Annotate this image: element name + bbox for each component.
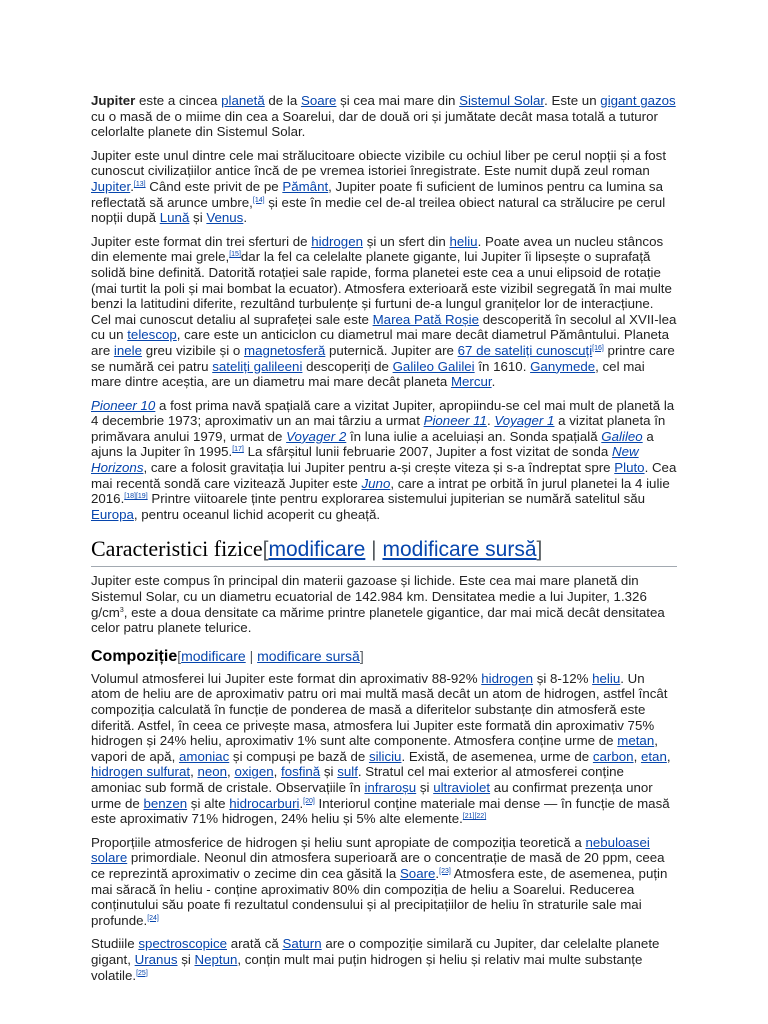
link-ganymede[interactable]: Ganymede: [530, 358, 596, 374]
link-text: Voyager 2: [286, 428, 347, 444]
text: .: [491, 374, 496, 390]
reference: [463, 813, 486, 820]
text: Printre viitoarele ținte pentru explorarea sistemului jupiterian se numără satelitul său: [147, 491, 646, 507]
link-voyager-1[interactable]: [494, 413, 554, 428]
link-sistemul-solar[interactable]: Sistemul Solar: [459, 93, 545, 108]
text: arată că: [227, 936, 283, 952]
reference: [232, 446, 244, 453]
text: și: [320, 764, 338, 780]
ref-23[interactable]: [23]: [439, 867, 451, 875]
link-benzen[interactable]: benzen: [143, 795, 188, 811]
subject-bold: Jupiter: [91, 93, 136, 108]
text: și: [189, 210, 207, 226]
reference: [303, 798, 315, 805]
separator: |: [365, 538, 383, 562]
text: puternică. Jupiter are: [325, 342, 458, 358]
reference: [147, 915, 159, 922]
text: dar la fel ca celelalte planete gigante, lui Jupiter îi lipsește o suprafață solidă bine definită. Datorită rotației sale rapide, forma planetei este cea a unui elipsoid de rotație (mai turtit la poli și mai bombat la ecuator). Atmosfera exterioară este vizibil segregată în mai multe benzi la latitudini diferite, rezultând turbulențe și furtuni de-a lungul granițelor lor de interacțiune. Cel mai cunoscut detaliu al suprafeței sale este: [91, 249, 672, 327]
link-voyager-2[interactable]: [286, 429, 346, 444]
text: , care a intrat pe orbită în jurul planetei la 4 iulie 2016.: [91, 475, 670, 507]
text: în 1610.: [474, 358, 531, 374]
link-ultraviolet[interactable]: ultraviolet: [433, 779, 491, 795]
link-mercur[interactable]: Mercur: [450, 374, 492, 390]
link-pluto[interactable]: Pluto: [614, 460, 645, 476]
ref-18-19[interactable]: [18][19]: [124, 493, 148, 501]
link-marea-pata-rosie[interactable]: Marea Pată Roșie: [372, 311, 480, 327]
link-galileo-galilei[interactable]: Galileo Galilei: [392, 358, 475, 374]
ref-20[interactable]: [20]: [303, 797, 315, 805]
section-heading-characteristics: [91, 536, 677, 567]
link-pioneer-10[interactable]: [91, 398, 155, 413]
paragraph-structure: [91, 234, 677, 390]
text: ,: [666, 748, 671, 764]
link-amoniac[interactable]: amoniac: [178, 748, 230, 764]
heading-title: Compoziție: [91, 647, 178, 665]
link-soare[interactable]: Soare: [399, 865, 436, 881]
text: și cea mai mare din: [336, 93, 460, 108]
text: , Jupiter poate fi suficient de luminos pentru ca lumina sa reflectată să arunce umbre,: [91, 178, 663, 210]
text: și: [416, 779, 434, 795]
text: și: [177, 951, 195, 967]
link-metan[interactable]: metan: [617, 733, 655, 749]
text: și este în medie cel de-al treilea obiect natural ca strălucire pe cerul nopții după: [91, 194, 666, 226]
link-text: Galileo: [601, 428, 643, 444]
text: și 8-12%: [533, 670, 593, 686]
link-hidrogen[interactable]: hidrogen: [481, 670, 533, 686]
text: au confirmat prezența unor urme de: [91, 779, 653, 811]
text: Interiorul conține materiale mai dense — în funcție de masă este aproximativ 71% hidrogen, 24% heliu și 5% alte elemente.: [91, 795, 670, 827]
text: Studiile: [91, 936, 139, 952]
ref-14[interactable]: [14]: [252, 196, 265, 204]
link-infrarosu[interactable]: infraroșu: [364, 779, 417, 795]
text: și un sfert din: [363, 233, 450, 249]
link-hidrogen[interactable]: hidrogen: [311, 233, 363, 249]
text: . Este un: [544, 93, 601, 108]
bracket-open: [: [262, 538, 269, 562]
edit-source-link[interactable]: modificare sursă: [382, 538, 537, 562]
ref-21-22[interactable]: [21][22]: [462, 813, 487, 821]
text: .: [435, 865, 440, 881]
link-heliu[interactable]: heliu: [449, 233, 478, 249]
text: . Poate avea un nucleu stâncos din elemente mai grele,: [91, 233, 664, 265]
paragraph-physical: [91, 573, 677, 635]
link-uranus[interactable]: Uranus: [134, 951, 178, 967]
text: Jupiter este compus în principal din materii gazoase și lichide. Este cea mai mare planetă din Sistemul Solar, cu un diametru ecuatorial de 142.984 km. Densitatea medie a lui Jupiter, 1.326 g/cm: [91, 573, 647, 620]
link-inele[interactable]: inele: [113, 342, 143, 358]
link-gigant-gazos[interactable]: gigant gazos: [600, 93, 676, 108]
text: descoperiți de: [302, 358, 393, 374]
text: Proporțiile atmosferice de hidrogen și heliu sunt apropiate de compoziția teoretică a: [91, 834, 586, 850]
text: , pentru oceanul lichid acoperit cu gheață.: [133, 506, 381, 522]
link-soare[interactable]: Soare: [300, 93, 337, 108]
text: .: [243, 210, 248, 226]
subsection-heading-composition: [91, 646, 677, 667]
text: a fost prima navă spațială care a vizitat Jupiter, apropiindu-se cel mai mult de planetă la 4 decembrie 1973; aproximativ un an mai târziu a urmat: [91, 397, 675, 429]
link-carbon[interactable]: carbon: [592, 748, 634, 764]
reference: [136, 970, 148, 977]
link-magnetosfera[interactable]: magnetosferă: [244, 342, 326, 358]
text: este a cincea: [135, 93, 222, 108]
link-pioneer-11[interactable]: [424, 413, 487, 428]
text: descoperită în secolul al XVII-lea cu un: [91, 311, 677, 343]
edit-link[interactable]: modificare: [268, 538, 366, 562]
link-sulf[interactable]: sulf: [337, 764, 358, 780]
text: ,: [190, 764, 198, 780]
ref-13[interactable]: [13]: [133, 180, 146, 188]
link-hidrocarburi[interactable]: hidrocarburi: [229, 795, 300, 811]
text: . Un atom de heliu are de aproximativ patru ori mai multă masă decât un atom de hidrogen, astfel încât compoziția calculată în funcție de ponderea de masă a diferitelor substanțe din atmosferă este diferită. Astfel, în ceea ce privește masa, atmosfera lui Jupiter este formată din aproximativ 75% hidrogen și 24% heliu, aproximativ 1% sunt alte componente. Atmosfera conține urme de: [91, 670, 668, 749]
link-pamant[interactable]: Pământ: [282, 178, 329, 194]
text: Jupiter este unul dintre cele mai strălucitoare obiecte vizibile cu ochiul liber pe cerul nopții și a fost cunoscut civilizațiilor antice încă de pe vremea istoriei înregistrate. Este numit după zeul roman: [91, 147, 667, 179]
article-body: [91, 93, 677, 991]
text: Când este privit de pe: [145, 178, 283, 194]
link-etan[interactable]: etan: [640, 748, 667, 764]
bracket-open: [: [177, 647, 182, 664]
heading-title: Caracteristici fizice: [91, 536, 263, 562]
text: Volumul atmosferei lui Jupiter este format din aproximativ 88-92%: [91, 670, 482, 686]
ref-15[interactable]: [15]: [229, 251, 241, 259]
text: , cel mai mare dintre aceștia, are un diametru mai mare decât planeta: [91, 358, 645, 390]
reference: [124, 493, 147, 500]
text: în luna iulie a aceluiași an. Sonda spațială: [346, 428, 602, 444]
link-juno[interactable]: [362, 476, 391, 491]
text: primordiale. Neonul din atmosfera superioară are o concentrație de masă de 20 ppm, ceea ce reprezintă aproximativ o zecime din cea găsită la: [91, 850, 665, 881]
reference: [253, 197, 265, 204]
superscript: 3: [119, 606, 124, 614]
text: greu vizibile și o: [142, 342, 245, 358]
reference: [592, 345, 604, 352]
edit-link[interactable]: modificare: [181, 647, 246, 664]
link-text: Voyager 1: [494, 413, 555, 429]
link-neon[interactable]: neon: [197, 764, 228, 780]
link-venus[interactable]: Venus: [206, 210, 244, 226]
text: . Stratul cel mai exterior al atmosferei conține amoniac sub formă de cristale. Observațiile în: [91, 764, 624, 795]
paragraph-intro: [91, 93, 677, 140]
text: a vizitat planeta în primăvara anului 1979, urmat de: [91, 413, 666, 444]
edit-section-links: [177, 648, 364, 664]
paragraph-composition: [91, 671, 677, 827]
link-europa[interactable]: Europa: [91, 506, 134, 522]
link-fosfina[interactable]: fosfină: [281, 764, 321, 780]
link-hidrogen-sulfurat[interactable]: hidrogen sulfurat: [91, 764, 191, 780]
link-siliciu[interactable]: siliciu: [368, 748, 402, 764]
bracket-close: ]: [536, 538, 543, 562]
link-nebuloasei-solare[interactable]: nebuloasei solare: [91, 834, 650, 866]
text: Jupiter este format din trei sferturi de: [91, 233, 312, 249]
link-heliu[interactable]: heliu: [592, 670, 621, 686]
link-oxigen[interactable]: oxigen: [234, 764, 274, 780]
reference: [134, 181, 146, 188]
link-planeta[interactable]: planetă: [221, 93, 265, 108]
link-sateliti-galileeni[interactable]: sateliți galileeni: [212, 358, 303, 374]
text: .: [130, 178, 134, 194]
link-spectroscopice[interactable]: spectroscopice: [138, 936, 228, 952]
text: , care a folosit gravitația lui Jupiter pentru a-și crește viteza și s-a îndreptat spre: [143, 460, 615, 476]
paragraph-spectroscopic: [91, 936, 677, 983]
link-galileo[interactable]: [601, 429, 642, 444]
bracket-close: ]: [359, 647, 364, 664]
paragraph-visibility: [91, 148, 677, 226]
link-text: Pioneer 11: [423, 413, 487, 429]
text: are o compoziție similară cu Jupiter, dar celelalte planete gigant,: [91, 936, 660, 967]
text: și alte: [187, 795, 230, 811]
text: .: [299, 795, 304, 811]
link-67-sateliti[interactable]: 67 de sateliți cunoscuți: [457, 342, 593, 358]
link-text: Juno: [361, 475, 391, 491]
text: , este a doua densitate ca mărime printre planetele gigantice, dar mai mică decât densitatea celor patru planete telurice.: [91, 604, 665, 636]
separator: |: [245, 647, 258, 664]
link-saturn[interactable]: Saturn: [282, 936, 322, 952]
ref-17[interactable]: [17]: [232, 446, 244, 454]
text: La sfârșitul lunii februarie 2007, Jupiter a fost vizitat de sonda: [243, 444, 612, 460]
text: Atmosfera este, de asemenea, puțin mai săracă în heliu - conține aproximativ 80% din compoziția de heliu a Soarelui. Reducerea conținutului său poate fi rezultatul condensului și al precipitațiilor de heliu în straturile sale mai profunde.: [91, 865, 668, 928]
link-luna[interactable]: Lună: [159, 210, 190, 226]
text: , conțin mult mai puțin hidrogen și heliu și relativ mai multe substanțe volatile.: [91, 951, 643, 983]
paragraph-exploration: [91, 398, 677, 523]
text: .: [486, 413, 495, 429]
paragraph-proportions: [91, 835, 677, 929]
text: și compuși pe bază de: [229, 748, 369, 764]
text: , vapori de apă,: [91, 733, 658, 764]
text: printre care se numără cei patru: [91, 342, 675, 374]
edit-source-link[interactable]: modificare sursă: [257, 647, 360, 664]
link-text: New Horizons: [91, 444, 639, 476]
text: a ajuns la Jupiter în 1995.: [91, 428, 654, 460]
reference: [439, 868, 451, 875]
text: ,: [227, 764, 235, 780]
text: cu o masă de o miime din cea a Soarelui, dar de două ori și jumătate decât masa totală a tuturor celorlalte planete din Sistemul Solar.: [91, 108, 658, 140]
link-jupiter[interactable]: Jupiter: [91, 178, 131, 194]
text: ,: [633, 748, 641, 764]
text: ,: [273, 764, 282, 780]
text: de la: [264, 93, 301, 108]
link-neptun[interactable]: Neptun: [194, 951, 238, 967]
text: . Există, de asemenea, urme de: [401, 748, 593, 764]
ref-25[interactable]: [25]: [136, 969, 148, 977]
ref-16[interactable]: [16]: [592, 344, 604, 352]
ref-24[interactable]: [24]: [147, 914, 159, 922]
link-text: Pioneer 10: [91, 397, 156, 413]
link-telescop[interactable]: telescop: [127, 327, 177, 343]
text: . Cea mai recentă sondă care vizitează Jupiter este: [91, 460, 677, 491]
text: , care este un anticiclon cu diametrul mai mare decât diametrul Pământului. Planeta are: [91, 327, 669, 358]
edit-section-links: [263, 538, 543, 561]
reference: [229, 251, 241, 258]
